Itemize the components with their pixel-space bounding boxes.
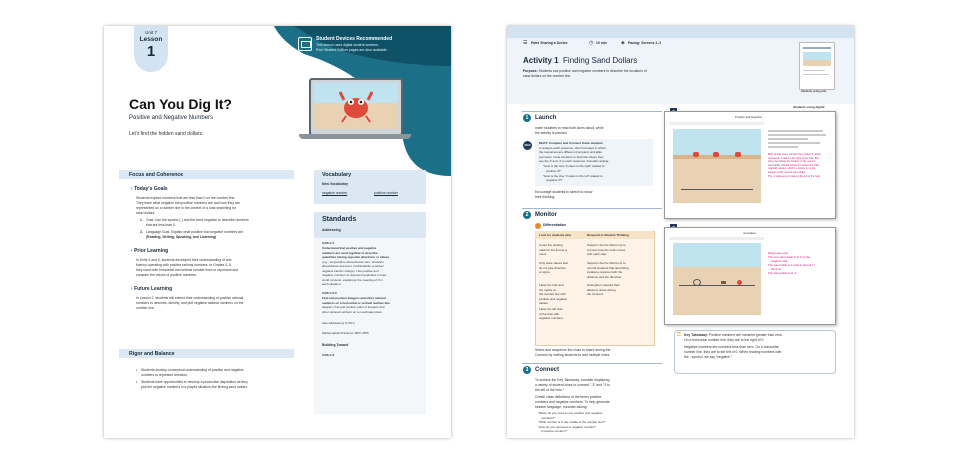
create-text: numbers and negative numbers. To help generate: [535, 400, 610, 404]
connect-number: 3: [523, 366, 531, 374]
focus-heading: Focus and Coherence: [129, 171, 184, 178]
people-icon: ☰: [523, 40, 528, 46]
goal-2-text: (Reading, Writing, Speaking, and Listening): [146, 235, 217, 239]
screen-2-annotation: Responses vary.: [768, 251, 789, 255]
diff-cell: the Connect.: [587, 292, 605, 296]
rigor-bullet-2: plot the negative numbers in a playful situation like finding sand dollars.: [141, 385, 248, 389]
connect-text: the left of the hole.": [535, 388, 565, 392]
also-addressing: Also Addressing: 6.NS.C: [322, 321, 355, 325]
connect-text: a variety of student clues to connect "-3" and "3 to: [535, 383, 610, 387]
student-screen-2: [664, 227, 836, 325]
diff-cell: Count the starting: [539, 243, 563, 247]
diff-cell: the number line with: [539, 292, 566, 296]
goals-heading: ‹ Today's Goals: [131, 186, 168, 192]
building-toward-code: 6.NS.C.6: [322, 353, 335, 357]
mlr-text: positive 3?": [546, 168, 562, 173]
screen-2-annotation: The sand dollar is at -4.: [768, 271, 798, 275]
vocab-positive-number[interactable]: positive number: [374, 191, 398, 195]
launch-text: the activity is paused.: [535, 131, 568, 135]
screen-2-scene: [673, 243, 761, 315]
diff-cell: or signs.: [539, 270, 551, 274]
screen-1-annotation: The -3 represents 3 steps to the left of the hole.: [768, 175, 821, 178]
purpose-line: Purpose: Students use positive and negative numbers to describe the locations of: [523, 69, 647, 73]
screen-1-annotation: location of the second sand dollar.: [768, 170, 806, 174]
screen-1-annotation: originally started, which he knows is on the: [768, 167, 816, 170]
connect-question: numbers?": [541, 415, 556, 420]
standard-text-1: quantities having opposite directions or values: [322, 255, 390, 259]
diff-cell: mark for the first as a: [539, 247, 568, 252]
teacher-guide-page-right: [507, 26, 854, 438]
diff-cell: Label the left side: [539, 307, 563, 311]
mlr-text: "How is the clue '3 steps to the right' related to: [543, 164, 605, 168]
teacher-guide-page-left: [104, 26, 451, 438]
diff-col-1: Look for students who: [539, 233, 572, 237]
diff-cell: locations requires both the: [587, 270, 623, 274]
standard-text-2: numbers on a horizontal or vertical number line: [322, 300, 390, 305]
print-page-thumbnail: [799, 42, 835, 90]
diff-cell: do not give direction: [539, 265, 566, 270]
prior-text-line: compare the values of positive numbers.: [136, 273, 197, 277]
diff-cell: Only state values that: [539, 261, 568, 265]
future-text-line: numbers to describe, identify, and plot negative rational numbers on the: [136, 301, 244, 305]
screen-2-annotation: The sand dollar is 4 units to the left of: [768, 263, 815, 267]
grouping-label: Pairs Sharing a Device: [531, 41, 568, 45]
diff-cell: move.: [539, 252, 548, 256]
diff-cell: Label the hole and: [539, 283, 564, 287]
clock-icon: ◷: [589, 40, 594, 46]
focus-coherence-bar: [119, 170, 294, 179]
prior-learning-heading: ‹ Prior Learning: [131, 248, 169, 254]
mlr-text: MLR7: Compare and Connect Invite students: [539, 141, 604, 145]
mlr-text: the responses are different (compare) and alike: [539, 150, 602, 154]
top-accent-bar: [507, 26, 854, 38]
rigor-bullet-mark: •: [136, 380, 138, 384]
key-takeaway-line: Negative numbers are numbers less than zero. On a horizontal: [684, 345, 779, 349]
diff-cell: distance and the direction.: [587, 274, 623, 279]
standards-heading: Standards: [322, 216, 357, 223]
screen-1-scene: [673, 129, 761, 203]
standard-code-2: 6.NS.C.6.C: [322, 291, 338, 295]
diff-cell: Support Use the Warm-Up to: [587, 261, 626, 265]
digital-caption: Students using digital: [793, 105, 825, 109]
rigor-bullet-2: Students have opportunities to develop a productive disposition as they: [141, 380, 248, 384]
standard-text-1: Understand that positive and negative: [322, 246, 377, 250]
diff-cell: connect how the crab moves: [587, 247, 626, 252]
goal-1-text: Goal: Use the symbol (-) and the word negative to describe numbers: [146, 218, 249, 222]
key-takeaway-line: On a horizontal number line, they are to the right of 0.: [684, 338, 765, 342]
connect-rule: [522, 363, 662, 364]
standard-text-1: negative numbers to represent quantities in real-: [322, 273, 387, 277]
diff-cell: of the hole with: [539, 311, 560, 316]
standard-text-1: (e.g., temperature above/below zero, elevation: [322, 259, 384, 264]
math-practices: Mathematical Practices: MP2, MP6: [322, 331, 369, 335]
banner-line-1: This lesson uses digital student screens.: [316, 43, 379, 47]
standard-text-2: other rational numbers on a coordinate plane.: [322, 309, 383, 314]
screen-1-text-lines: [768, 130, 828, 150]
goals-text-line: They learn what negative and positive numbers are and how they are: [136, 201, 240, 205]
vocab-negative-number[interactable]: negative number: [322, 191, 348, 195]
mlr-badge: MLR: [523, 141, 532, 150]
goals-text-line: represented on a number line in the context of a crab searching for: [136, 206, 237, 210]
standard-text-2: Find and position integers and other rational: [322, 296, 386, 300]
prior-text-line: In Units 4 and 6, students developed their understanding of and: [136, 258, 232, 262]
screen-2-title: Jerusalem: [743, 231, 756, 235]
print-caption: Students using print: [801, 90, 827, 93]
connect-text: To surface the Key Takeaway, consider displaying: [535, 378, 610, 382]
rigor-bullet-1: numbers to represent direction.: [141, 373, 188, 377]
diff-cell: the marks on: [539, 287, 557, 292]
diff-cell: labels to share during: [587, 287, 616, 292]
key-takeaway-line: number line, they are to the left of 0. When reading numbers with: [684, 350, 782, 354]
connect-question: "What number is in the middle of the number line?": [538, 420, 606, 424]
screen-2-toolbar: [669, 237, 764, 240]
time-label: 10 min: [596, 41, 607, 45]
prior-text-line: they used both horizontal and vertical number lines to represent and: [136, 268, 239, 272]
launch-text: Invite students to read both clues aloud, while: [535, 126, 604, 130]
screen-2-annotation: negative side.: [771, 259, 789, 263]
diff-col-2: Respond to Student Thinking: [587, 233, 629, 237]
standard-text-1: world contexts, explaining the meaning of 0 in: [322, 277, 383, 282]
mlr-text: see the X and -X in each response. Consider asking:: [539, 159, 610, 163]
connect-question: A positive number?": [541, 429, 568, 433]
goals-text-line: Students explore numbers that are less than 0 on the number line.: [136, 196, 236, 200]
standard-text-1: negative electric charge). Use positive and: [322, 268, 379, 273]
banner-line-2: Print Student Edition pages are also available.: [316, 47, 388, 52]
page-title: Can You Dig It?: [129, 96, 232, 112]
intro-text: Let's find the hidden sand dollars.: [129, 131, 204, 137]
building-toward-heading: Building Toward: [322, 343, 349, 347]
diff-cell: remind students that describing: [587, 265, 629, 270]
monitor-number: 2: [523, 211, 531, 219]
diff-cell: Strengthen Capture their: [587, 283, 620, 287]
screen-2-annotation: the hole.: [771, 267, 782, 271]
pacing-icon: ◈: [621, 40, 625, 46]
key-takeaway-line: the - symbol, we say "negative.": [684, 355, 733, 359]
diff-cell: values.: [539, 301, 549, 305]
create-text: student language, consider asking:: [535, 405, 588, 409]
differentiation-label: Differentiation: [543, 223, 566, 227]
laptop-base: [299, 134, 411, 139]
screen-1-annotation: when describing the location of the second: [768, 160, 816, 163]
laptop-illustration: [309, 78, 403, 136]
screen-1-toolbar: [669, 122, 764, 125]
screen-1-annotation: Both of their clues mention the number 3, which: [768, 153, 821, 156]
pacing-label: Pacing: Screens 2–3: [628, 41, 661, 45]
vocabulary-heading: Vocabulary: [322, 172, 352, 178]
mlr-text: (connect). Invite students to describe where they: [539, 154, 604, 159]
diff-cell: with each step.: [587, 252, 608, 256]
lesson-label: Lesson: [139, 36, 163, 43]
new-vocabulary-label: New Vocabulary: [322, 182, 348, 186]
diff-cell: Support Use the Warm-Up to: [587, 243, 626, 247]
launch-rule: [522, 111, 662, 112]
unit-label: Unit 7: [145, 30, 157, 35]
crab-icon: [339, 88, 373, 124]
connect-heading: Connect: [535, 367, 559, 373]
activity-title: Activity 1 Finding Sand Dollars: [523, 56, 638, 65]
future-text-line: In Lesson 2, students will extend their understanding of positive rational: [136, 296, 244, 300]
standards-addressing: Addressing: [322, 228, 341, 232]
purpose-line-2: sand dollars on the number line.: [523, 74, 572, 78]
screen-2-annotation: The new sand dollar is at 0 on the: [768, 255, 810, 259]
device-icon: [298, 37, 312, 51]
future-learning-heading: › Future Learning: [131, 286, 173, 292]
diff-cell: positive and negative: [539, 296, 568, 301]
screen-1-annotation: sand dollar, Dimple knows it is where the crab: [768, 163, 819, 167]
lesson-tab: [134, 26, 168, 72]
standard-text-1: each situation.: [322, 282, 342, 286]
launch-heading: Launch: [535, 115, 557, 121]
standard-text-1: numbers are used together to describe: [322, 250, 378, 255]
rigor-balance-bar: [119, 349, 294, 358]
mlr-text: to analyze each response, then find ways in which: [539, 145, 606, 150]
lesson-number: 1: [146, 43, 156, 60]
key-takeaway-line-1: Key Takeaway: Positive numbers are numbers greater than zero.: [684, 333, 783, 337]
goal-1-number: 1.: [140, 218, 143, 222]
goal-2-number: 2.: [140, 230, 143, 234]
rigor-heading: Rigor and Balance: [129, 350, 175, 357]
launch-number: 1: [523, 114, 531, 122]
connect-question: "How do you represent a negative number?: [538, 424, 596, 429]
goal-1-text: that are less than 0.: [146, 223, 176, 227]
rigor-bullet-1: Students develop conceptual understanding of positive and negative: [141, 368, 244, 372]
screen-1-title: Positive and Negative: [735, 115, 763, 119]
banner-title: Student Devices Recommended: [316, 36, 393, 42]
key-icon: ⚿: [677, 332, 681, 338]
future-text-line: number line.: [136, 306, 155, 310]
page-subtitle: Positive and Negative Numbers: [129, 115, 214, 121]
goal-2-text: Language Goal: Explain what positive and negative numbers are.: [146, 230, 245, 234]
select-sequence-text: Select and sequence the clues to share during the: [535, 348, 611, 352]
connect-question: "When do you need to use positive and negative: [538, 411, 603, 415]
standard-text-2: diagram; find and position pairs of integers and: [322, 305, 385, 309]
monitor-heading: Monitor: [535, 212, 557, 218]
standard-text-1: above/below sea level, credits/debits, positive/: [322, 264, 384, 268]
goals-text-line: sand dollars.: [136, 211, 156, 215]
student-screen-1: [664, 111, 836, 219]
mlr-text: "How is the clue '3 steps to the left' related to: [543, 173, 603, 178]
diff-cell: negative numbers.: [539, 316, 564, 320]
mlr-text: negative 3?": [546, 178, 563, 182]
differentiation-icon: [535, 223, 541, 229]
prior-text-line: fluency operating with positive rational numbers. In Grades 4–5,: [136, 263, 232, 267]
select-sequence-text: Connect by inviting students to add multiple clues.: [535, 353, 611, 357]
standard-code-1: 6.NS.C.5: [322, 241, 335, 245]
screen-1-annotation: represents 3 steps to the right of the hole. But: [768, 156, 819, 160]
encourage-text: Encourage students to sketch to show: [535, 190, 593, 194]
rigor-bullet-mark: •: [136, 368, 138, 372]
encourage-text: their thinking.: [535, 195, 556, 199]
monitor-rule: [522, 208, 662, 209]
create-text: Create class definitions of the terms positive: [535, 395, 602, 399]
